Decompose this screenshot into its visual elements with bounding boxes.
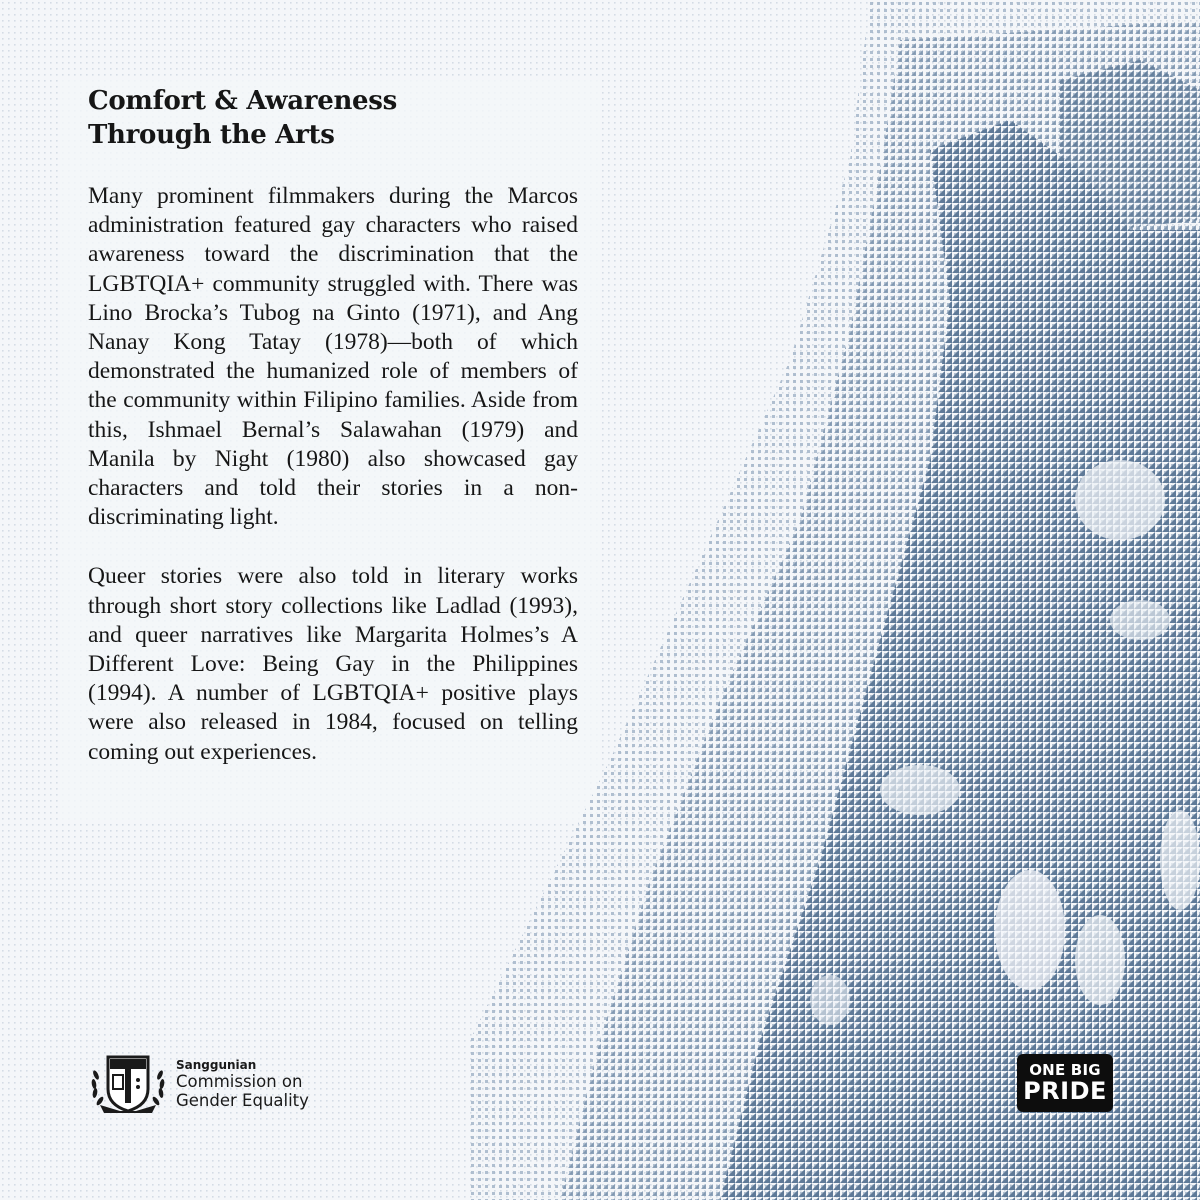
paragraph-film: Many prominent filmmakers during the Marcos administration featured gay characters who raised awareness toward the discrimination that the LGBTQIA+ community struggled with. There was Lino Brocka’s Tubog na Ginto (1971), and Ang Nanay Kong Tatay (1978)—both of which demonstrated the humanized role of members of the community within Filipino families. Aside from this, Ishmael Bernal’s Salawahan (1979) and Manila by Night (1980) also showcased gay characters and told their stories in a non-discriminating light. [88,183,578,531]
title-line-1: Comfort & Awareness [88,86,397,116]
article [88,84,578,797]
one-big-pride-badge [1017,1054,1113,1112]
badge-line-2: PRIDE [1023,1077,1107,1105]
org-name-line-2: Commission on [176,1072,303,1091]
paragraph-literature: Queer stories were also told in literary works through short story collections like Ladlad (1993), and queer narratives like Margarita Holmes’s A Different Love: Being Gay in the Philippines (1994). A number of LGBTQIA+ positive plays were also released in 1984, focused on telling coming out experiences. [88,563,578,765]
org-name-line-3: Gender Equality [176,1091,309,1110]
title-line-2: Through the Arts [88,120,335,150]
org-name [176,1058,309,1110]
org-name-line-1: Sanggunian [176,1058,257,1072]
article-title [88,84,578,152]
cge-seal-icon [86,1053,170,1115]
badge-line-1: ONE BIG [1029,1061,1101,1079]
